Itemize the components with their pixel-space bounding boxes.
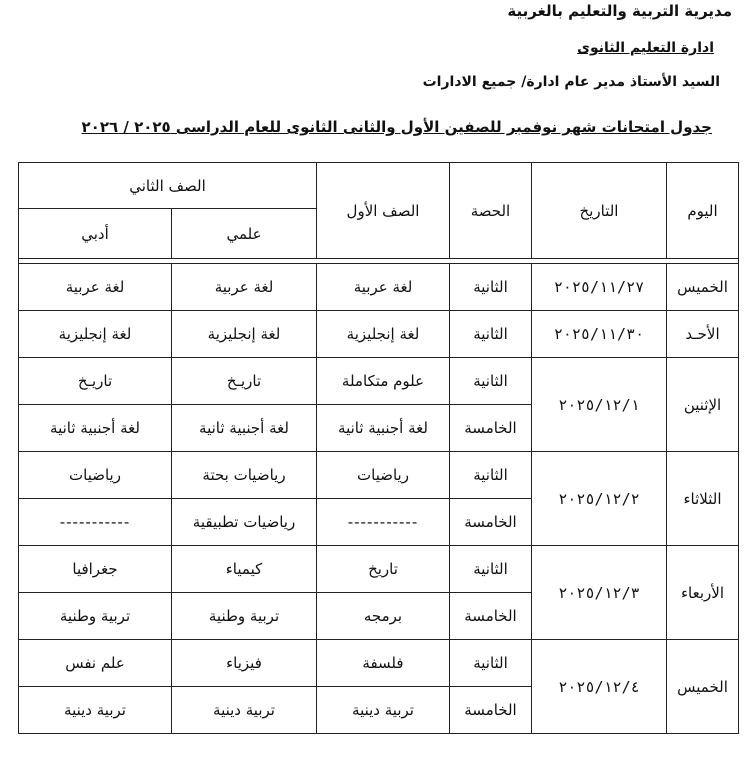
day-cell: الأربعاء	[667, 546, 739, 640]
period-cell: الثانية	[450, 358, 532, 405]
science-cell: رياضيات بحتة	[172, 452, 317, 499]
header-day: اليوم	[667, 163, 739, 259]
period-cell: الثانية	[450, 264, 532, 311]
grade1-cell: لغة إنجليزية	[317, 311, 450, 358]
header-literary: أدبي	[19, 209, 172, 259]
date-cell: ٢٠٢٥/١٢/٤	[532, 640, 667, 734]
literary-cell: لغة أجنبية ثانية	[19, 405, 172, 452]
literary-cell: تربية وطنية	[19, 593, 172, 640]
period-cell: الثانية	[450, 311, 532, 358]
science-cell: تربية وطنية	[172, 593, 317, 640]
literary-cell: تاريـخ	[19, 358, 172, 405]
science-cell: لغة عربية	[172, 264, 317, 311]
table-row	[19, 358, 739, 405]
date-cell: ٢٠٢٥/١٢/١	[532, 358, 667, 452]
directorate-line: مديرية التربية والتعليم بالغربية	[507, 2, 732, 20]
header-grade1: الصف الأول	[317, 163, 450, 259]
period-cell: الثانية	[450, 546, 532, 593]
grade1-cell: فلسفة	[317, 640, 450, 687]
header-grade2: الصف الثاني	[19, 163, 317, 209]
period-cell: الثانية	[450, 640, 532, 687]
literary-cell: لغة إنجليزية	[19, 311, 172, 358]
science-cell: لغة إنجليزية	[172, 311, 317, 358]
date-cell: ٢٠٢٥/١٢/٢	[532, 452, 667, 546]
science-cell: فيزياء	[172, 640, 317, 687]
day-cell: الخميس	[667, 264, 739, 311]
addressee-line: السيد الأستاذ مدير عام ادارة/ جميع الادارات	[422, 74, 720, 90]
science-cell: لغة أجنبية ثانية	[172, 405, 317, 452]
document-title: جدول امتحانات شهر نوفمبر للصفين الأول والثانى الثانوى للعام الدراسى ٢٠٢٥ / ٢٠٢٦	[81, 118, 712, 136]
header-row	[19, 163, 739, 209]
grade1-cell: تاريخ	[317, 546, 450, 593]
department-line: ادارة التعليم الثانوى	[577, 40, 714, 56]
grade1-cell: رياضيات	[317, 452, 450, 499]
grade1-cell: علوم متكاملة	[317, 358, 450, 405]
science-cell: تربية دينية	[172, 687, 317, 734]
table-row	[19, 452, 739, 499]
period-cell: الخامسة	[450, 499, 532, 546]
table-row	[19, 311, 739, 358]
science-cell: كيمياء	[172, 546, 317, 593]
table-row	[19, 640, 739, 687]
header-science: علمي	[172, 209, 317, 259]
science-cell: تاريـخ	[172, 358, 317, 405]
grade1-cell: تربية دينية	[317, 687, 450, 734]
day-cell: الأحـد	[667, 311, 739, 358]
date-cell: ٢٠٢٥/١٢/٣	[532, 546, 667, 640]
literary-cell: تربية دينية	[19, 687, 172, 734]
literary-cell: علم نفس	[19, 640, 172, 687]
literary-cell: -----------	[19, 499, 172, 546]
period-cell: الخامسة	[450, 405, 532, 452]
science-cell: رياضيات تطبيقية	[172, 499, 317, 546]
grade1-cell: لغة أجنبية ثانية	[317, 405, 450, 452]
header-period: الحصة	[450, 163, 532, 259]
period-cell: الخامسة	[450, 593, 532, 640]
literary-cell: لغة عربية	[19, 264, 172, 311]
exam-schedule-table	[18, 162, 739, 734]
day-cell: الخميس	[667, 640, 739, 734]
literary-cell: جغرافيا	[19, 546, 172, 593]
day-cell: الإثنين	[667, 358, 739, 452]
literary-cell: رياضيات	[19, 452, 172, 499]
grade1-cell: -----------	[317, 499, 450, 546]
date-cell: ٢٠٢٥/١١/٢٧	[532, 264, 667, 311]
table-row	[19, 546, 739, 593]
grade1-cell: برمجه	[317, 593, 450, 640]
date-cell: ٢٠٢٥/١١/٣٠	[532, 311, 667, 358]
period-cell: الثانية	[450, 452, 532, 499]
header-date: التاريخ	[532, 163, 667, 259]
day-cell: الثلاثاء	[667, 452, 739, 546]
grade1-cell: لغة عربية	[317, 264, 450, 311]
table-row	[19, 264, 739, 311]
period-cell: الخامسة	[450, 687, 532, 734]
